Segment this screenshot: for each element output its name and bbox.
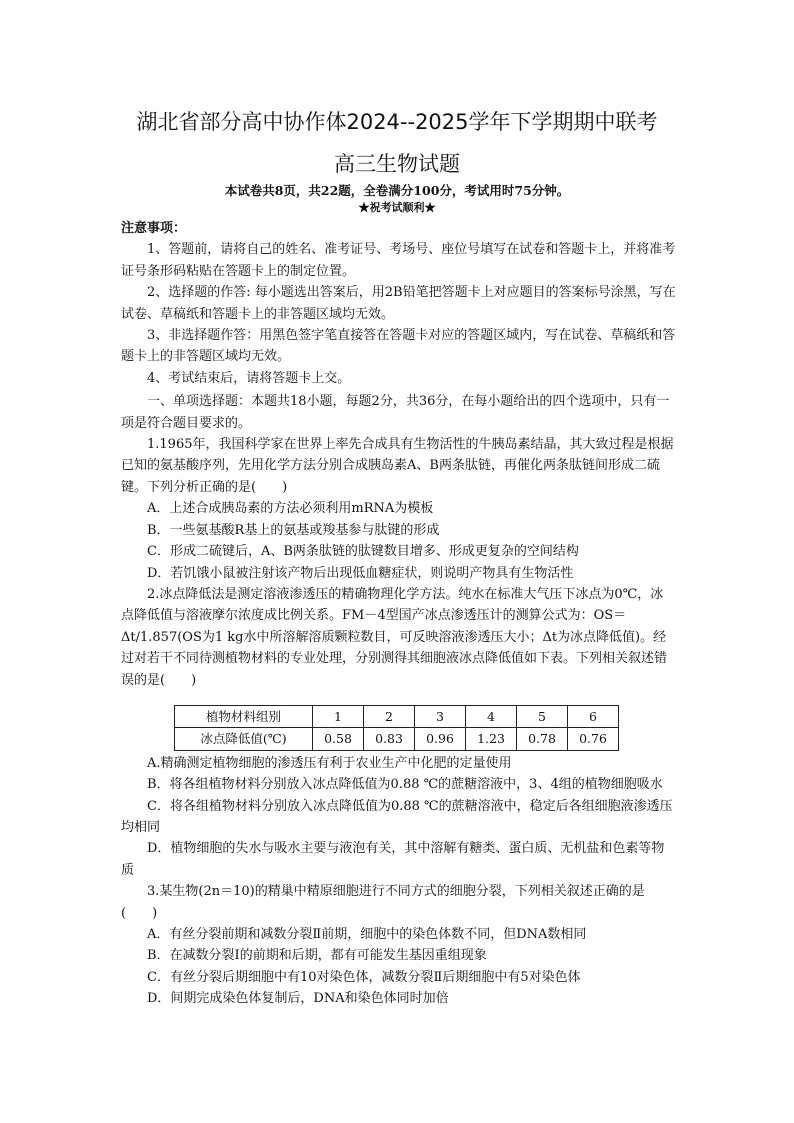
option-d: D．若饥饿小鼠被注射该产物后出现低血糖症状，则说明产物具有生物活性 (147, 565, 574, 581)
question-stem: 1.1965年，我国科学家在世界上率先合成具有生物活性的牛胰岛素结晶，其大致过程是根据已知的氨基酸序列，先用化学方法分别合成胰岛素A、B两条肽链，再催化两条肽链间形成二硫键。下列分析正确的是( ) (121, 437, 674, 495)
exam-subtitle: 高三生物试题 (334, 152, 460, 176)
note-item: 3、非选择题作答：用黑色签字笔直接答在答题卡对应的答题区域内，写在试卷、草稿纸和答题卡上的非答题区域均无效。 (121, 328, 676, 365)
table-cell: 4 (466, 705, 517, 727)
option-b: B．一些氨基酸R基上的氨基或羧基参与肽键的形成 (147, 522, 440, 538)
option-a: A.精确测定植物细胞的渗透压有利于农业生产中化肥的定量使用 (147, 755, 512, 771)
option-b: B．在减数分裂Ⅰ的前期和后期，都有可能发生基因重组现象 (147, 948, 487, 964)
notes-heading: 注意事项： (121, 221, 187, 236)
option-a: A．有丝分裂前期和减数分裂Ⅱ前期，细胞中的染色体数不同，但DNA数相同 (147, 927, 587, 942)
exam-body (121, 218, 676, 1010)
table-cell: 3 (415, 705, 466, 727)
table-header-cell: 植物材料组别 (175, 705, 313, 727)
table-cell: 0.96 (415, 728, 466, 750)
table-cell: 2 (364, 705, 415, 727)
question-stem: 3.某生物(2n＝10)的精巢中精原细胞进行不同方式的细胞分裂，下列相关叙述正确的是( ) (121, 884, 645, 921)
table-cell: 1 (313, 705, 364, 727)
table-header-cell: 冰点降低值(℃) (175, 728, 313, 750)
table-row (175, 728, 619, 750)
table-cell: 6 (568, 705, 619, 727)
option-c: C．形成二硫键后，A、B两条肽链的肽键数目增多、形成更复杂的空间结构 (147, 544, 579, 560)
exam-meta: 本试卷共8页，共22题，全卷满分100分，考试用时75分钟。 (224, 183, 570, 198)
option-d: D．植物细胞的失水与吸水主要与液泡有关，其中溶解有糖类、蛋白质、无机盐和色素等物质 (121, 841, 665, 878)
table-cell: 5 (517, 705, 568, 727)
option-c: C．有丝分裂后期细胞中有10对染色体，减数分裂Ⅱ后期细胞中有5对染色体 (147, 969, 581, 985)
option-c: C．将各组植物材料分别放入冰点降低值为0.88 ℃的蔗糖溶液中，稳定后各组细胞液渗透压均相同 (121, 798, 673, 835)
table-cell: 0.83 (364, 728, 415, 750)
table-cell: 0.76 (568, 728, 619, 750)
table-cell: 1.23 (466, 728, 517, 750)
table-row (175, 705, 619, 727)
note-item: 1、答题前，请将自己的姓名、准考证号、考场号、座位号填写在试卷和答题卡上，并将准考证号条形码粘贴在答题卡上的制定位置。 (121, 242, 676, 279)
section-heading: 一、单项选择题：本题共18小题，每题2分，共36分，在每小题给出的四个选项中，只有一项是符合题目要求的。 (121, 394, 670, 431)
exam-title: 湖北省部分高中协作体2024--2025学年下学期期中联考 (136, 110, 658, 134)
note-item: 4、考试结束后，请将答题卡上交。 (147, 370, 351, 386)
freezing-point-table (174, 705, 619, 751)
good-luck-line: ★祝考试顺利★ (358, 201, 436, 214)
note-item: 2、选择题的作答: 每小题选出答案后，用2B铅笔把答题卡上对应题目的答案标号涂黑，写在试卷、草稿纸和答题卡上的非答题区域均无效。 (121, 285, 676, 322)
option-a: A．上述合成胰岛素的方法必须利用mRNA为模板 (147, 501, 434, 517)
option-b: B．将各组植物材料分别放入冰点降低值为0.88 ℃的蔗糖溶液中，3、4组的植物细胞吸水 (147, 777, 663, 793)
table-cell: 0.58 (313, 728, 364, 750)
table-cell: 0.78 (517, 728, 568, 750)
question-stem: 2.冰点降低法是测定溶液渗透压的精确物理化学方法。纯水在标准大气压下冰点为0℃，冰点降低值与溶液摩尔浓度成比例关系。FM－4型国产冰点渗透压计的测算公式为：OS＝Δt/1.857(OS为1 kg水中所溶解溶质颗粒数目，可反映溶液渗透压大小；Δt为冰点降低值)。经过对若干不同待测植物材料的专业处理，分别测得其细胞液冰点降低值如下表。下列相关叙述错误的是( ) (121, 586, 668, 688)
option-d: D．间期完成染色体复制后，DNA和染色体同时加倍 (147, 991, 449, 1007)
